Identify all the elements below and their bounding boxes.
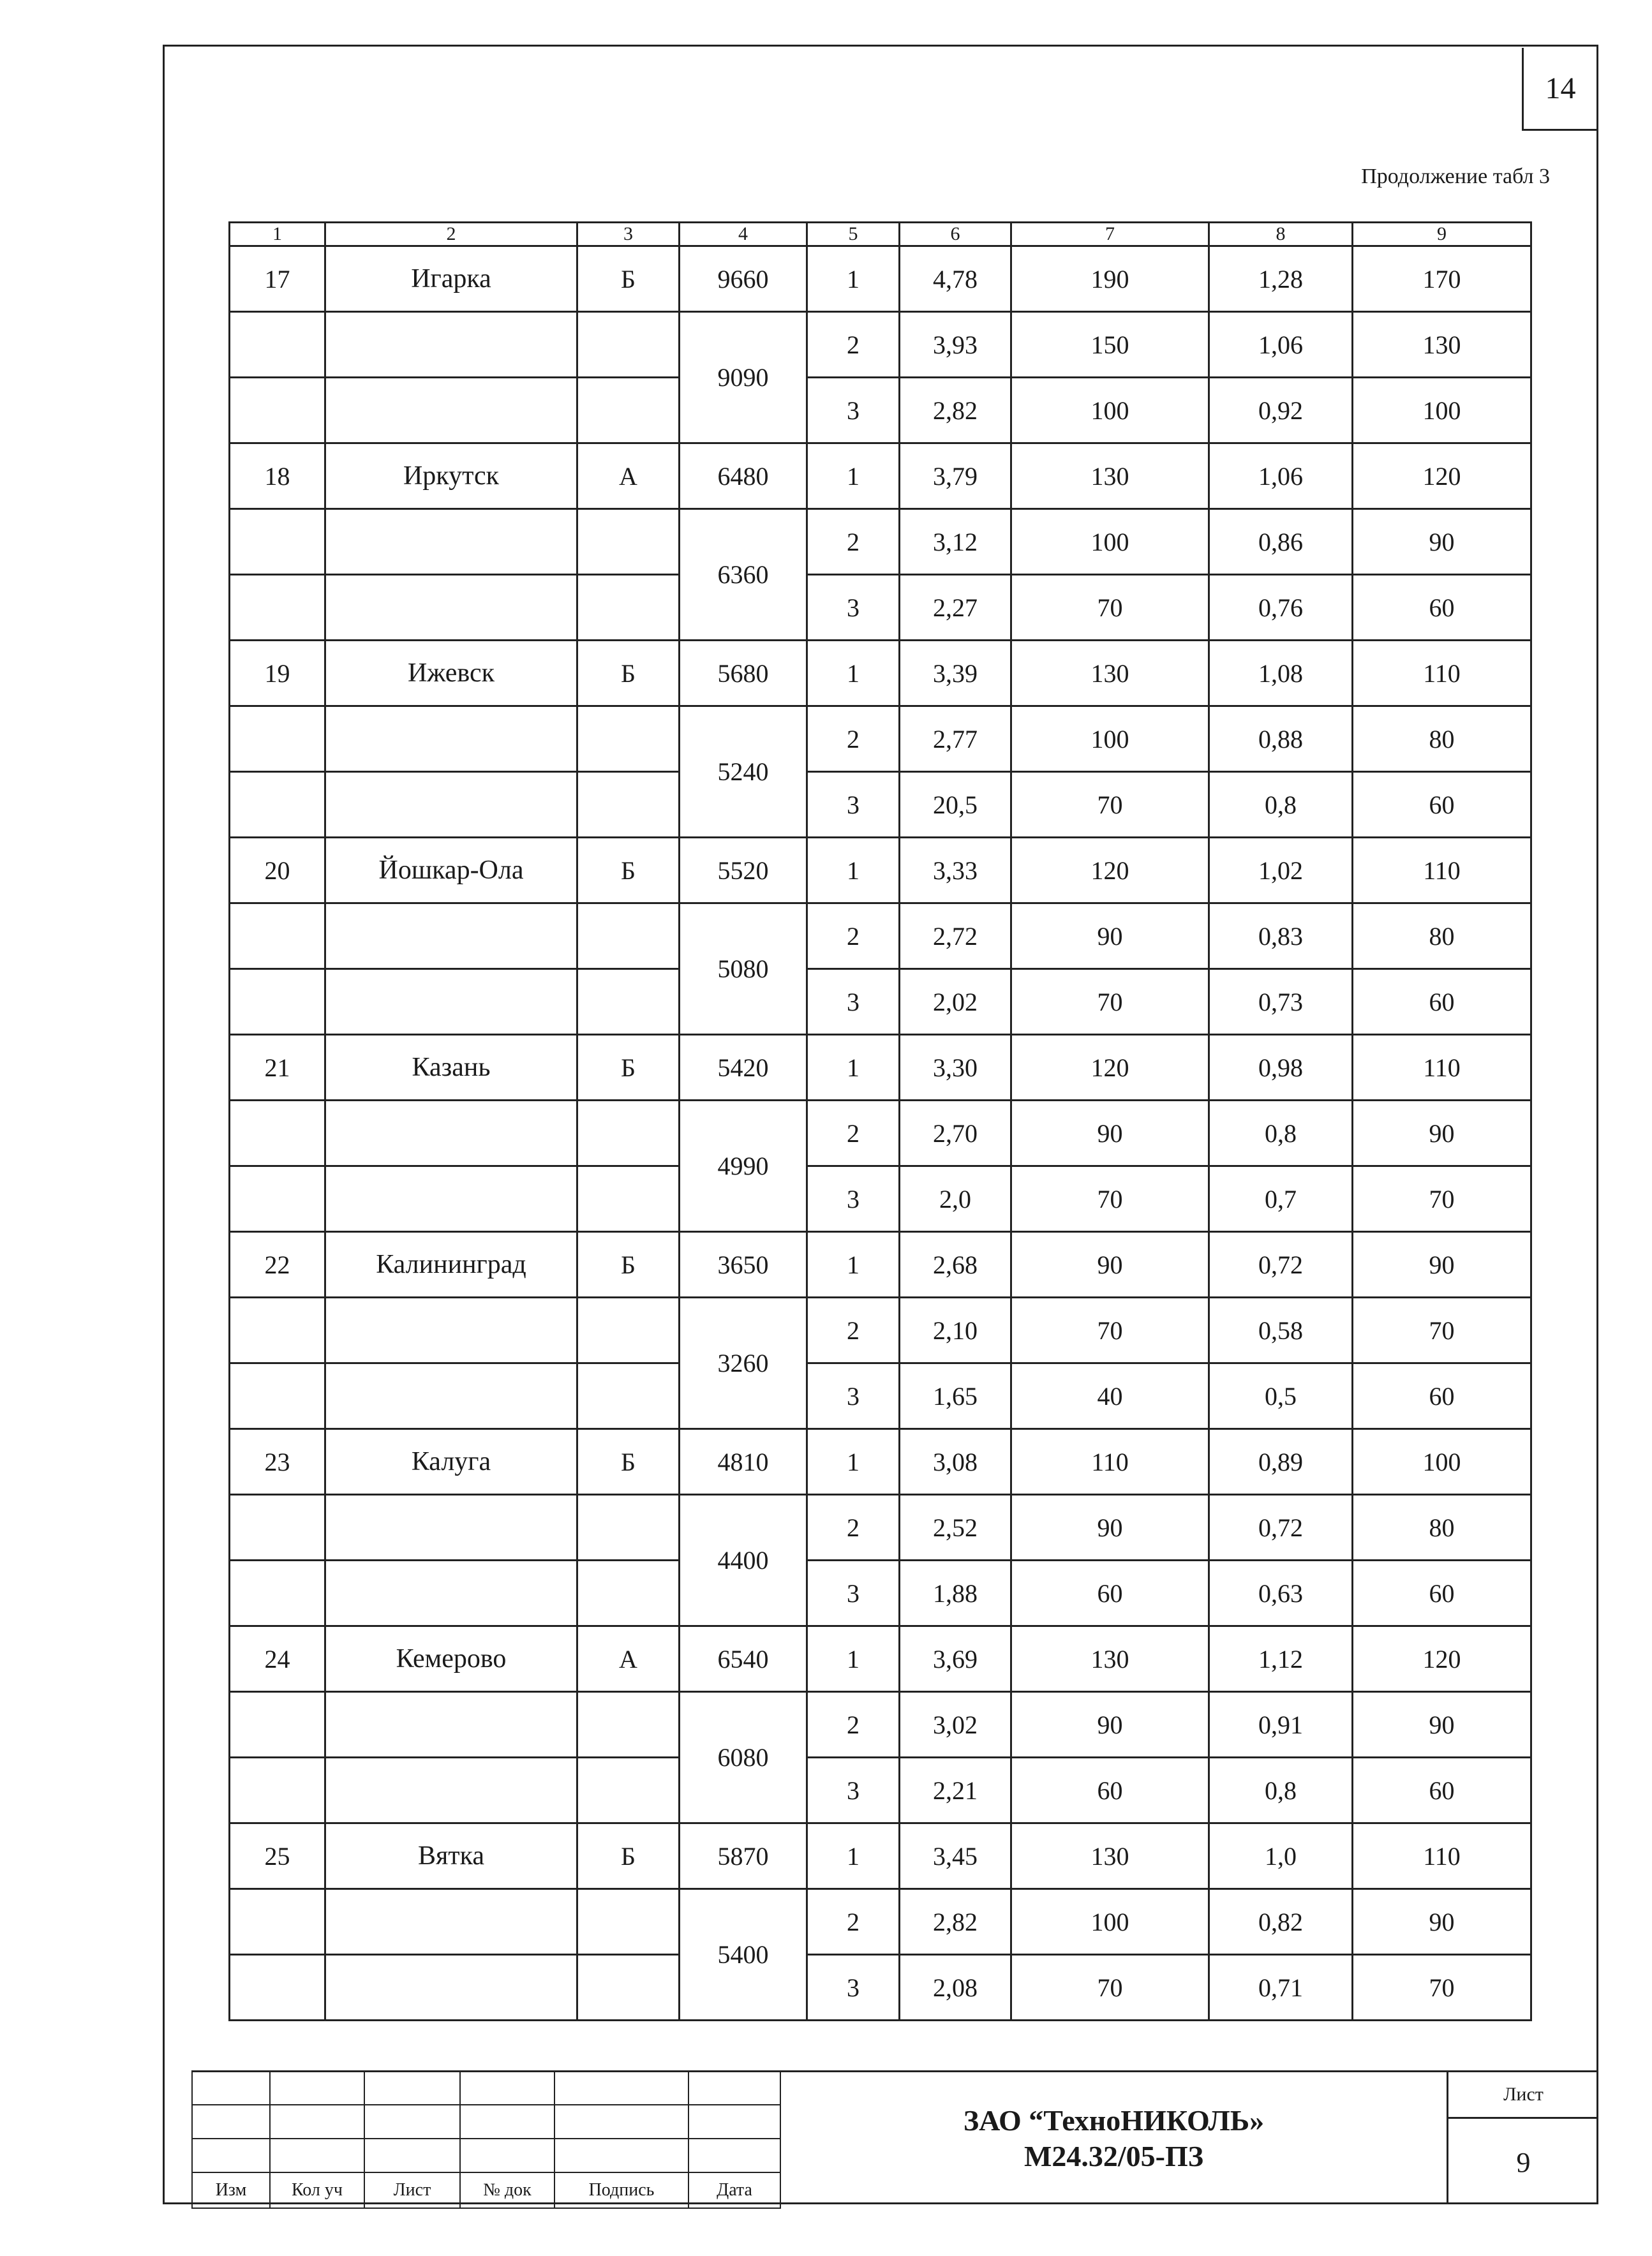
value-cell: 6360 — [680, 509, 807, 641]
value-cell: 0,82 — [1209, 1889, 1353, 1955]
value-cell: 5870 — [680, 1823, 807, 1889]
value-cell: 1,02 — [1209, 838, 1353, 903]
value-cell: 2 — [807, 312, 900, 378]
empty-cell — [325, 575, 577, 641]
table-row — [230, 1626, 1531, 1692]
empty-cell — [230, 706, 325, 772]
value-cell: 2 — [807, 1495, 900, 1561]
empty-cell — [577, 903, 680, 969]
value-cell: 80 — [1353, 706, 1531, 772]
empty-cell — [230, 509, 325, 575]
empty-cell — [577, 1889, 680, 1955]
stamp-column-label: Лист — [364, 2172, 460, 2208]
document-code: М24.32/05-ПЗ — [1023, 2139, 1204, 2172]
empty-cell — [577, 1955, 680, 2021]
value-cell: 3,33 — [900, 838, 1011, 903]
value-cell: 0,72 — [1209, 1232, 1353, 1298]
value-cell: 5520 — [680, 838, 807, 903]
value-cell: 60 — [1353, 969, 1531, 1035]
value-cell: 3 — [807, 1363, 900, 1429]
city-name: Игарка — [325, 246, 577, 312]
value-cell: 90 — [1011, 1495, 1209, 1561]
empty-cell — [230, 1758, 325, 1823]
value-cell: 130 — [1011, 1626, 1209, 1692]
value-cell: 0,86 — [1209, 509, 1353, 575]
page-number: 14 — [1522, 48, 1597, 131]
value-cell: 100 — [1353, 1429, 1531, 1495]
value-cell: 90 — [1353, 1889, 1531, 1955]
value-cell: 1 — [807, 838, 900, 903]
value-cell: 0,63 — [1209, 1561, 1353, 1626]
table-row — [230, 1101, 1531, 1166]
value-cell: 5420 — [680, 1035, 807, 1101]
value-cell: 0,76 — [1209, 575, 1353, 641]
stamp-column-label: № док — [460, 2172, 554, 2208]
empty-cell — [325, 903, 577, 969]
value-cell: 3,08 — [900, 1429, 1011, 1495]
city-name: Калининград — [325, 1232, 577, 1298]
value-cell: 5080 — [680, 903, 807, 1035]
empty-cell — [230, 312, 325, 378]
empty-cell — [230, 1692, 325, 1758]
value-cell: 60 — [1353, 772, 1531, 838]
empty-cell — [230, 1955, 325, 2021]
value-cell: 1,65 — [900, 1363, 1011, 1429]
value-cell: 90 — [1011, 1692, 1209, 1758]
value-cell: 130 — [1011, 443, 1209, 509]
table-row — [230, 1823, 1531, 1889]
empty-cell — [577, 509, 680, 575]
value-cell: 0,8 — [1209, 1758, 1353, 1823]
zone-cell: А — [577, 443, 680, 509]
value-cell: 3,02 — [900, 1692, 1011, 1758]
zone-cell: Б — [577, 246, 680, 312]
city-name: Кемерово — [325, 1626, 577, 1692]
value-cell: 1 — [807, 443, 900, 509]
value-cell: 3,12 — [900, 509, 1011, 575]
empty-cell — [325, 1166, 577, 1232]
value-cell: 90 — [1011, 1232, 1209, 1298]
value-cell: 2,27 — [900, 575, 1011, 641]
value-cell: 120 — [1353, 443, 1531, 509]
stamp-column-label: Дата — [688, 2172, 780, 2208]
empty-cell — [325, 969, 577, 1035]
zone-cell: Б — [577, 1823, 680, 1889]
empty-cell — [577, 1495, 680, 1561]
row-number: 23 — [230, 1429, 325, 1495]
value-cell: 2 — [807, 509, 900, 575]
value-cell: 2,0 — [900, 1166, 1011, 1232]
stamp-column-label: Кол уч — [270, 2172, 364, 2208]
table-row — [230, 1889, 1531, 1955]
document-title — [780, 2070, 1447, 2204]
empty-cell — [230, 1363, 325, 1429]
empty-cell — [577, 1758, 680, 1823]
column-header: 2 — [325, 223, 577, 246]
empty-cell — [230, 575, 325, 641]
value-cell: 3,93 — [900, 312, 1011, 378]
value-cell: 0,7 — [1209, 1166, 1353, 1232]
value-cell: 110 — [1011, 1429, 1209, 1495]
value-cell: 0,92 — [1209, 378, 1353, 443]
empty-cell — [577, 1166, 680, 1232]
value-cell: 1 — [807, 246, 900, 312]
value-cell: 120 — [1011, 838, 1209, 903]
table-row — [230, 378, 1531, 443]
value-cell: 40 — [1011, 1363, 1209, 1429]
value-cell: 9660 — [680, 246, 807, 312]
row-number: 22 — [230, 1232, 325, 1298]
value-cell: 1,28 — [1209, 246, 1353, 312]
empty-cell — [230, 1298, 325, 1363]
empty-cell — [577, 1561, 680, 1626]
value-cell: 0,91 — [1209, 1692, 1353, 1758]
column-header: 4 — [680, 223, 807, 246]
value-cell: 100 — [1011, 1889, 1209, 1955]
empty-cell — [325, 772, 577, 838]
table-row — [230, 1692, 1531, 1758]
empty-cell — [325, 1692, 577, 1758]
value-cell: 0,58 — [1209, 1298, 1353, 1363]
table-row — [230, 1298, 1531, 1363]
city-name: Вятка — [325, 1823, 577, 1889]
value-cell: 130 — [1011, 641, 1209, 706]
value-cell: 3650 — [680, 1232, 807, 1298]
value-cell: 3 — [807, 1561, 900, 1626]
value-cell: 100 — [1353, 378, 1531, 443]
value-cell: 1,12 — [1209, 1626, 1353, 1692]
value-cell: 60 — [1353, 575, 1531, 641]
table-row — [230, 641, 1531, 706]
value-cell: 1,08 — [1209, 641, 1353, 706]
value-cell: 2,68 — [900, 1232, 1011, 1298]
table-row — [230, 772, 1531, 838]
empty-cell — [230, 903, 325, 969]
value-cell: 2,52 — [900, 1495, 1011, 1561]
value-cell: 2 — [807, 1298, 900, 1363]
value-cell: 1,0 — [1209, 1823, 1353, 1889]
empty-cell — [577, 312, 680, 378]
stamp-column-label: Изм — [192, 2172, 270, 2208]
empty-cell — [325, 509, 577, 575]
table-row — [230, 838, 1531, 903]
value-cell: 100 — [1011, 509, 1209, 575]
value-cell: 1,06 — [1209, 312, 1353, 378]
value-cell: 4400 — [680, 1495, 807, 1626]
table-row — [230, 1758, 1531, 1823]
empty-cell — [230, 1495, 325, 1561]
value-cell: 9090 — [680, 312, 807, 443]
value-cell: 3,30 — [900, 1035, 1011, 1101]
zone-cell: А — [577, 1626, 680, 1692]
table-row — [230, 706, 1531, 772]
value-cell: 70 — [1353, 1955, 1531, 2021]
value-cell: 2,02 — [900, 969, 1011, 1035]
value-cell: 1 — [807, 1823, 900, 1889]
table-row — [230, 1495, 1531, 1561]
value-cell: 5240 — [680, 706, 807, 838]
value-cell: 90 — [1353, 1232, 1531, 1298]
value-cell: 0,71 — [1209, 1955, 1353, 2021]
city-name: Йошкар-Ола — [325, 838, 577, 903]
value-cell: 3 — [807, 1955, 900, 2021]
value-cell: 2,10 — [900, 1298, 1011, 1363]
value-cell: 120 — [1011, 1035, 1209, 1101]
value-cell: 110 — [1353, 641, 1531, 706]
empty-cell — [577, 378, 680, 443]
city-name: Казань — [325, 1035, 577, 1101]
value-cell: 110 — [1353, 1823, 1531, 1889]
value-cell: 3260 — [680, 1298, 807, 1429]
column-header: 5 — [807, 223, 900, 246]
value-cell: 1 — [807, 641, 900, 706]
value-cell: 0,98 — [1209, 1035, 1353, 1101]
value-cell: 3 — [807, 575, 900, 641]
value-cell: 4,78 — [900, 246, 1011, 312]
value-cell: 70 — [1353, 1166, 1531, 1232]
value-cell: 70 — [1011, 1955, 1209, 2021]
table-row — [230, 903, 1531, 969]
empty-cell — [230, 772, 325, 838]
value-cell: 110 — [1353, 838, 1531, 903]
value-cell: 2 — [807, 1692, 900, 1758]
value-cell: 4810 — [680, 1429, 807, 1495]
empty-cell — [325, 1955, 577, 2021]
revision-grid — [191, 2070, 781, 2209]
value-cell: 2,77 — [900, 706, 1011, 772]
table-row — [230, 443, 1531, 509]
table-row — [230, 246, 1531, 312]
table-row — [230, 1166, 1531, 1232]
sheet-number: 9 — [1516, 2147, 1531, 2178]
zone-cell: Б — [577, 1035, 680, 1101]
value-cell: 70 — [1011, 1166, 1209, 1232]
value-cell: 2 — [807, 706, 900, 772]
value-cell: 1,88 — [900, 1561, 1011, 1626]
row-number: 18 — [230, 443, 325, 509]
value-cell: 5680 — [680, 641, 807, 706]
value-cell: 90 — [1353, 509, 1531, 575]
row-number: 25 — [230, 1823, 325, 1889]
value-cell: 90 — [1011, 903, 1209, 969]
value-cell: 70 — [1011, 1298, 1209, 1363]
empty-cell — [577, 575, 680, 641]
column-header: 6 — [900, 223, 1011, 246]
column-header: 7 — [1011, 223, 1209, 246]
empty-cell — [577, 772, 680, 838]
zone-cell: Б — [577, 838, 680, 903]
table-row — [230, 1429, 1531, 1495]
empty-cell — [325, 312, 577, 378]
value-cell: 150 — [1011, 312, 1209, 378]
value-cell: 100 — [1011, 378, 1209, 443]
empty-cell — [577, 1101, 680, 1166]
value-cell: 60 — [1353, 1363, 1531, 1429]
value-cell: 90 — [1353, 1692, 1531, 1758]
value-cell: 5400 — [680, 1889, 807, 2021]
city-name: Иркутск — [325, 443, 577, 509]
value-cell: 0,8 — [1209, 1101, 1353, 1166]
value-cell: 3,69 — [900, 1626, 1011, 1692]
value-cell: 0,8 — [1209, 772, 1353, 838]
value-cell: 70 — [1011, 772, 1209, 838]
row-number: 19 — [230, 641, 325, 706]
value-cell: 60 — [1011, 1561, 1209, 1626]
row-number: 20 — [230, 838, 325, 903]
value-cell: 6540 — [680, 1626, 807, 1692]
sheet-label: Лист — [1448, 2072, 1598, 2119]
table-row — [230, 312, 1531, 378]
zone-cell: Б — [577, 641, 680, 706]
value-cell: 0,89 — [1209, 1429, 1353, 1495]
value-cell: 3 — [807, 772, 900, 838]
table-row — [230, 1232, 1531, 1298]
value-cell: 3 — [807, 1166, 900, 1232]
table-row — [230, 969, 1531, 1035]
value-cell: 3 — [807, 969, 900, 1035]
empty-cell — [577, 1692, 680, 1758]
empty-cell — [325, 706, 577, 772]
empty-cell — [230, 969, 325, 1035]
city-name: Ижевск — [325, 641, 577, 706]
value-cell: 90 — [1011, 1101, 1209, 1166]
row-number: 24 — [230, 1626, 325, 1692]
value-cell: 3,45 — [900, 1823, 1011, 1889]
empty-cell — [325, 1758, 577, 1823]
empty-cell — [230, 1166, 325, 1232]
value-cell: 2 — [807, 903, 900, 969]
value-cell: 3 — [807, 378, 900, 443]
empty-cell — [325, 1561, 577, 1626]
value-cell: 2,70 — [900, 1101, 1011, 1166]
value-cell: 3,39 — [900, 641, 1011, 706]
table-row — [230, 1561, 1531, 1626]
empty-cell — [325, 1298, 577, 1363]
empty-cell — [577, 1298, 680, 1363]
value-cell: 90 — [1353, 1101, 1531, 1166]
value-cell: 20,5 — [900, 772, 1011, 838]
value-cell: 70 — [1011, 575, 1209, 641]
value-cell: 70 — [1353, 1298, 1531, 1363]
table-row — [230, 1035, 1531, 1101]
table-row — [230, 575, 1531, 641]
empty-cell — [325, 1363, 577, 1429]
value-cell: 130 — [1011, 1823, 1209, 1889]
table-row — [230, 1363, 1531, 1429]
company-name: ЗАО “ТехноНИКОЛЬ» — [963, 2104, 1265, 2137]
column-header: 1 — [230, 223, 325, 246]
value-cell: 0,83 — [1209, 903, 1353, 969]
value-cell: 0,73 — [1209, 969, 1353, 1035]
table-row — [230, 1955, 1531, 2021]
header-row — [230, 223, 1531, 246]
value-cell: 1 — [807, 1429, 900, 1495]
value-cell: 80 — [1353, 903, 1531, 969]
value-cell: 6080 — [680, 1692, 807, 1823]
column-header: 3 — [577, 223, 680, 246]
empty-cell — [577, 1363, 680, 1429]
empty-cell — [325, 378, 577, 443]
empty-cell — [230, 1889, 325, 1955]
empty-cell — [325, 1101, 577, 1166]
value-cell: 110 — [1353, 1035, 1531, 1101]
continuation-label: Продолжение табл 3 — [1361, 165, 1550, 188]
table-row — [230, 509, 1531, 575]
value-cell: 130 — [1353, 312, 1531, 378]
row-number: 21 — [230, 1035, 325, 1101]
value-cell: 60 — [1353, 1561, 1531, 1626]
value-cell: 6480 — [680, 443, 807, 509]
value-cell: 80 — [1353, 1495, 1531, 1561]
value-cell: 60 — [1353, 1758, 1531, 1823]
data-table — [228, 221, 1532, 2021]
value-cell: 70 — [1011, 969, 1209, 1035]
empty-cell — [230, 1561, 325, 1626]
empty-cell — [577, 969, 680, 1035]
value-cell: 2,82 — [900, 1889, 1011, 1955]
zone-cell: Б — [577, 1429, 680, 1495]
empty-cell — [325, 1495, 577, 1561]
value-cell: 60 — [1011, 1758, 1209, 1823]
value-cell: 2 — [807, 1101, 900, 1166]
value-cell: 2 — [807, 1889, 900, 1955]
zone-cell: Б — [577, 1232, 680, 1298]
value-cell: 2,72 — [900, 903, 1011, 969]
sheet-box — [1447, 2070, 1598, 2204]
stamp-column-label: Подпись — [554, 2172, 688, 2208]
value-cell: 4990 — [680, 1101, 807, 1232]
value-cell: 170 — [1353, 246, 1531, 312]
value-cell: 1 — [807, 1626, 900, 1692]
city-name: Калуга — [325, 1429, 577, 1495]
value-cell: 2,82 — [900, 378, 1011, 443]
value-cell: 190 — [1011, 246, 1209, 312]
value-cell: 100 — [1011, 706, 1209, 772]
value-cell: 1 — [807, 1232, 900, 1298]
title-block — [191, 2070, 1598, 2204]
value-cell: 0,72 — [1209, 1495, 1353, 1561]
empty-cell — [230, 378, 325, 443]
value-cell: 3 — [807, 1758, 900, 1823]
empty-cell — [230, 1101, 325, 1166]
value-cell: 1 — [807, 1035, 900, 1101]
value-cell: 0,88 — [1209, 706, 1353, 772]
value-cell: 0,5 — [1209, 1363, 1353, 1429]
empty-cell — [577, 706, 680, 772]
value-cell: 2,21 — [900, 1758, 1011, 1823]
value-cell: 120 — [1353, 1626, 1531, 1692]
value-cell: 1,06 — [1209, 443, 1353, 509]
value-cell: 3,79 — [900, 443, 1011, 509]
row-number: 17 — [230, 246, 325, 312]
empty-cell — [325, 1889, 577, 1955]
column-header: 9 — [1353, 223, 1531, 246]
column-header: 8 — [1209, 223, 1353, 246]
value-cell: 2,08 — [900, 1955, 1011, 2021]
